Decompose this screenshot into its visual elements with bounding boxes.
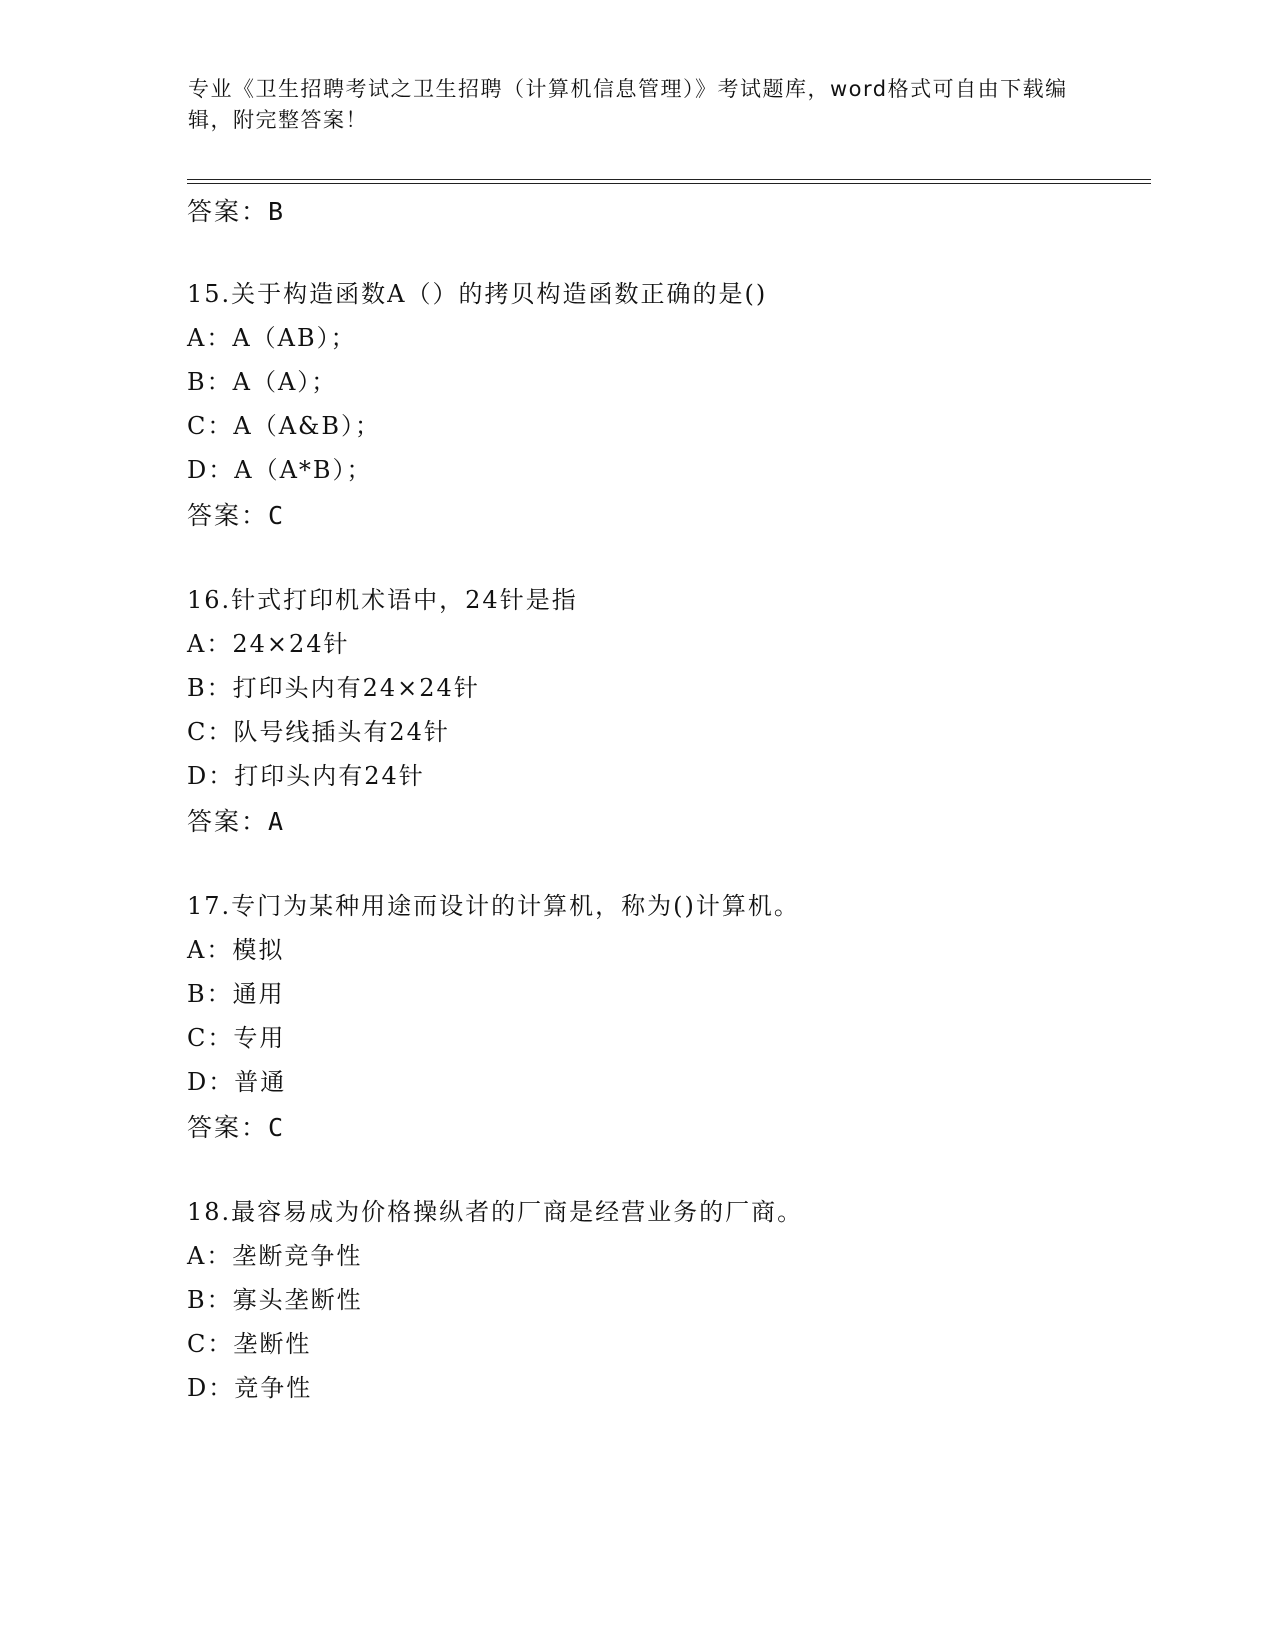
option-d: D：A（A*B）； (187, 456, 373, 484)
option-b: B：通用 (187, 980, 285, 1008)
option-c: C：专用 (187, 1024, 286, 1052)
option-a: A：A（AB）； (187, 324, 357, 352)
question-stem: 16.针式打印机术语中，24针是指 (187, 586, 578, 614)
question-stem: 18.最容易成为价格操纵者的厂商是经营业务的厂商。 (187, 1198, 804, 1226)
question-stem: 15.关于构造函数A（）的拷贝构造函数正确的是() (187, 280, 768, 308)
answer-value: C (268, 501, 286, 530)
option-d: D：竞争性 (187, 1374, 313, 1402)
answer-label: 答案： (187, 501, 269, 530)
option-a: A：模拟 (187, 936, 285, 964)
option-b: B：寡头垄断性 (187, 1286, 363, 1314)
option-c: C：A（A&B）； (187, 412, 382, 440)
option-a: A：24×24针 (187, 630, 350, 658)
answer-value: C (268, 1113, 286, 1142)
option-b: B：打印头内有24×24针 (187, 674, 480, 702)
answer-line (187, 496, 285, 532)
option-b: B：A（A）； (187, 368, 338, 396)
header-divider-bottom (187, 183, 1151, 184)
document-header: 专业《卫生招聘考试之卫生招聘（计算机信息管理）》考试题库，word格式可自由下载编辑，附完整答案！ (188, 77, 1068, 132)
answer-label: 答案： (187, 1113, 269, 1142)
answer-line (187, 1108, 285, 1144)
answer-line (187, 802, 285, 838)
answer-value: B (268, 197, 286, 226)
option-d: D：打印头内有24针 (187, 762, 425, 790)
answer-value: A (268, 807, 286, 836)
question-stem: 17.专门为某种用途而设计的计算机，称为()计算机。 (187, 892, 800, 920)
option-a: A：垄断竞争性 (187, 1242, 363, 1270)
option-d: D：普通 (187, 1068, 287, 1096)
option-c: C：队号线插头有24针 (187, 718, 450, 746)
answer-label: 答案： (187, 807, 269, 836)
header-divider-top (187, 179, 1151, 180)
answer-line (187, 192, 285, 228)
answer-label: 答案： (187, 197, 269, 226)
option-c: C：垄断性 (187, 1330, 312, 1358)
